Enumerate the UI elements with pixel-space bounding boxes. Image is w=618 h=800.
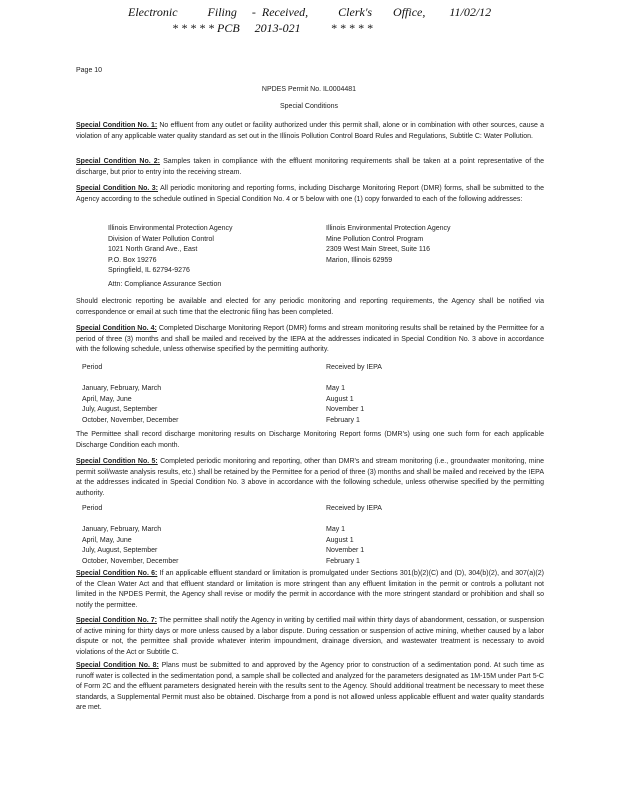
table-cell-received: May 1 <box>326 385 346 392</box>
address-line: Illinois Environmental Protection Agency <box>108 225 233 232</box>
special-condition-5 <box>76 457 544 499</box>
address-line: Marion, Illinois 62959 <box>326 256 393 264</box>
table-cell-period: January, February, March <box>82 385 162 392</box>
sc5-text: Completed periodic monitoring and reporting, other than DMR's and stream monitoring (i.e., groundwater monitoring, mine permit soil/waste analysis results, etc.) shall be retained by the Permittee for a period of three (3) months and shall be mailed and received by the IEPA at the addresses indicated in Special Condition No. 3 above in accordance with the following schedule, unless otherwise specified by the permitting authority. <box>76 458 544 497</box>
table-header-received: Received by IEPA <box>326 364 382 371</box>
sc6-label: Special Condition No. 6: <box>76 570 158 577</box>
section-heading: Special Conditions <box>280 103 338 110</box>
schedule-table-1 <box>82 363 542 423</box>
sc7-label: Special Condition No. 7: <box>76 617 157 624</box>
table-cell-period: October, November, December <box>82 416 179 424</box>
page-label: Page 10 <box>76 67 103 74</box>
table-cell-received: February 1 <box>326 557 360 565</box>
electronic-reporting-note: Should electronic reporting be available and elected for any periodic monitoring and reporting requirements, the Agency shall be notified via correspondence or email at such time that the electronic filing has been completed. <box>76 298 544 316</box>
special-condition-1 <box>76 121 544 142</box>
sc7-text: The permittee shall notify the Agency in writing by certified mail within thirty days of abandonment, cessation, or suspension of active mining for thirty days or more unless caused by a labor dispute. During cessation or suspension of active mining, whether caused by a labor dispute or not, the permittee shall provide whatever interim impoundment, drainage diversion, and wastewater treatment is necessary to avoid violations of the Act or Subtitle C. <box>76 617 544 656</box>
table-cell-period: April, May, June <box>82 536 132 544</box>
sc4-text: Completed Discharge Monitoring Report (DMR) forms and stream monitoring results shall be retained by the Permittee for a period of three (3) months and shall be mailed and received by the IEPA at the addresses indicated in Special Condition No. 3 above in accordance with the following schedule, unless otherwise specified by the permitting authority. <box>76 325 544 353</box>
table-cell-received: May 1 <box>326 526 346 533</box>
filing-stamp-line1: Electronic Filing - Received, Clerk's Office, 11/02/12 <box>128 5 492 19</box>
address-right <box>326 224 546 266</box>
address-line: 1021 North Grand Ave., East <box>108 246 198 253</box>
dmr-recording-note: The Permittee shall record discharge monitoring results on Discharge Monitoring Report forms (DMR's) using one such form for each applicable Discharge Condition each month. <box>76 431 544 449</box>
table-cell-period: July, August, September <box>82 406 158 413</box>
table-header-received: Received by IEPA <box>326 505 382 512</box>
sc5-label: Special Condition No. 5: <box>76 458 158 465</box>
table-header-period: Period <box>82 364 103 371</box>
schedule-table-2 <box>82 504 542 564</box>
address-line: P.O. Box 19276 <box>108 256 157 264</box>
address-line: Springfield, IL 62794-9276 <box>108 267 190 274</box>
sc8-text: Plans must be submitted to and approved by the Agency prior to construction of a sedimentation pond. At such time as runoff water is collected in the sedimentation pond, a sample shall be collected and analyzed for the parameters designated as 1M-15M under Part 5-C of Form 2C and the effluent parameters designated herein with the results sent to the Agency. Should additional treatment be necessary to meet these standards, a Supplemental Permit must also be obtained. Discharge from a pond is not allowed unless applicable effluent and water quality standards are met. <box>76 662 544 711</box>
special-condition-3 <box>76 184 544 205</box>
table-cell-received: November 1 <box>326 406 365 413</box>
sc1-text: No effluent from any outlet or facility authorized under this permit shall, alone or in combination with other sources, cause a violation of any applicable water quality standard as set out in the Illinois Pollution Control Board Rules and Regulations, Subtitle C: Water Pollution. <box>76 122 544 140</box>
address-line: 2309 West Main Street, Suite 116 <box>326 246 431 253</box>
special-condition-6 <box>76 569 544 611</box>
filing-stamp-line2: * * * * * PCB 2013-021 * * * * * <box>172 21 373 35</box>
special-condition-4 <box>76 324 544 356</box>
table-cell-received: November 1 <box>326 547 365 554</box>
permit-number: NPDES Permit No. IL0004481 <box>261 86 357 93</box>
table-cell-received: February 1 <box>326 416 360 424</box>
address-line: Mine Pollution Control Program <box>326 235 424 243</box>
sc1-label: Special Condition No. 1: <box>76 122 158 129</box>
sc3-label: Special Condition No. 3: <box>76 185 159 192</box>
sc8-label: Special Condition No. 8: <box>76 662 159 669</box>
address-line: Illinois Environmental Protection Agency <box>326 225 451 232</box>
special-condition-7 <box>76 616 544 658</box>
sc6-text: If an applicable effluent standard or limitation is promulgated under Sections 301(b)(2)(C) and (D), 304(b)(2), and 307(a)(2) of the Clean Water Act and that effluent standard or limitation is more stringent than any effluent limitation in the permit or controls a pollutant not limited in the NPDES Permit, the Agency shall revise or modify the permit in accordance with the more stringent standard or prohibition and shall so notify the permittee. <box>76 570 544 609</box>
table-cell-period: January, February, March <box>82 526 162 533</box>
sc4-label: Special Condition No. 4: <box>76 325 157 332</box>
address-left <box>108 224 308 277</box>
address-line: Division of Water Pollution Control <box>108 235 214 243</box>
sc2-label: Special Condition No. 2: <box>76 158 161 165</box>
table-cell-period: April, May, June <box>82 395 132 403</box>
table-cell-period: July, August, September <box>82 547 158 554</box>
special-condition-2 <box>76 157 544 178</box>
table-cell-received: August 1 <box>326 395 354 403</box>
sc3-text: All periodic monitoring and reporting forms, including Discharge Monitoring Report (DMR) forms, shall be submitted to the Agency according to the schedule outlined in Special Condition No. 4 or 5 below with one (1) copy forwarded to each of the following addresses: <box>76 185 544 203</box>
table-cell-period: October, November, December <box>82 557 179 565</box>
sc2-text: Samples taken in compliance with the effluent monitoring requirements shall be taken at a point representative of the discharge, but prior to entry into the receiving stream. <box>76 158 544 176</box>
table-header-period: Period <box>82 505 103 512</box>
attention-line: Attn: Compliance Assurance Section <box>108 281 222 288</box>
table-cell-received: August 1 <box>326 536 354 544</box>
special-condition-8 <box>76 661 544 714</box>
